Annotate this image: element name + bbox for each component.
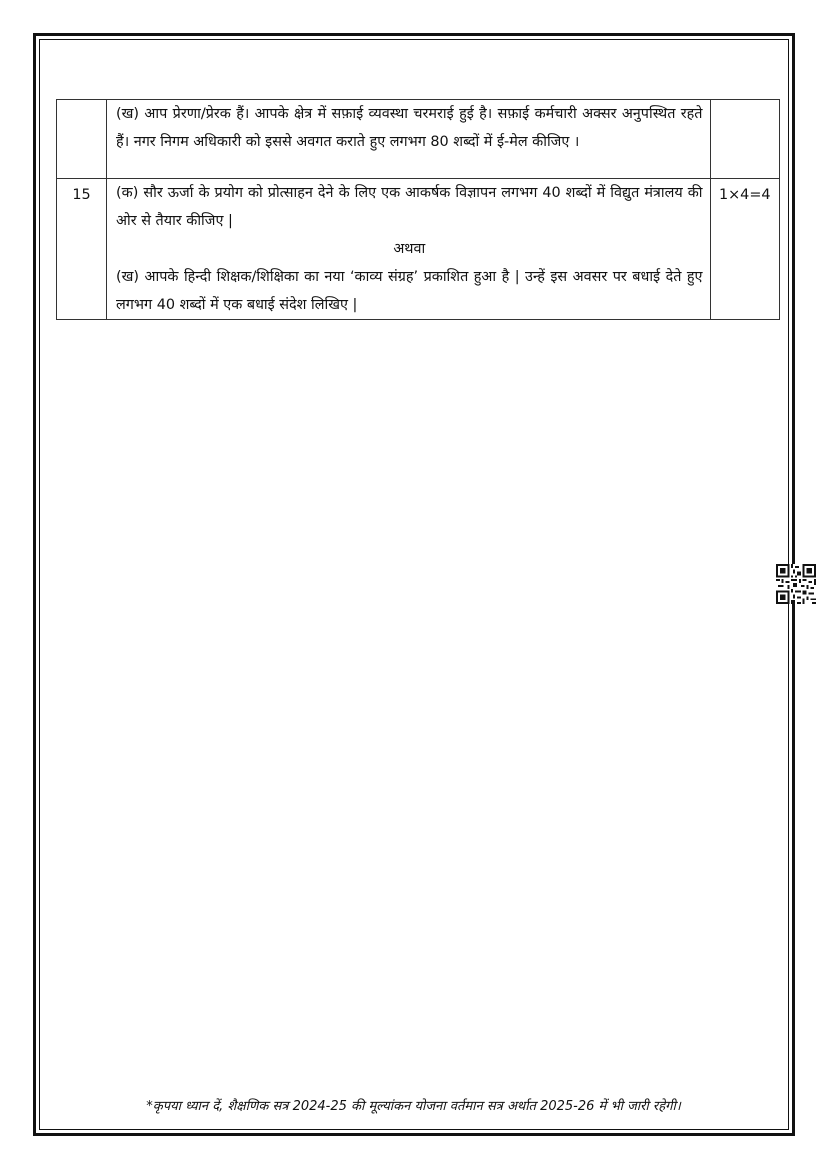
table-row — [57, 179, 780, 320]
question-text — [107, 179, 710, 320]
table-row — [57, 100, 780, 179]
qr-code-icon — [776, 564, 816, 604]
question-text — [107, 100, 710, 179]
question-number — [57, 100, 107, 179]
or-label: अथवा — [393, 241, 426, 257]
question-number: 15 — [57, 179, 107, 320]
question-option-b: (ख) आपके हिन्दी शिक्षक/शिक्षिका का नया ‘काव्य संग्रह’ प्रकाशित हुआ है | उन्हें इस अवसर पर बधाई देते हुए लगभग 40 शब्दों में एक बधाई संदेश लिखिए | — [116, 269, 703, 313]
question-table — [56, 99, 780, 320]
question-option-b: (ख) आप प्रेरणा/प्रेरक हैं। आपके क्षेत्र में सफ़ाई व्यवस्था चरमराई हुई है। सफ़ाई कर्मचारी अक्सर अनुपस्थित रहते हैं। नगर निगम अधिकारी को इससे अवगत कराते हुए लगभग 80 शब्दों में ई-मेल कीजिए । — [116, 106, 703, 150]
question-marks: 1×4=4 — [710, 179, 779, 320]
question-marks — [710, 100, 779, 179]
question-option-a: (क) सौर ऊर्जा के प्रयोग को प्रोत्साहन देने के लिए एक आकर्षक विज्ञापन लगभग 40 शब्दों में विद्युत मंत्रालय की ओर से तैयार कीजिए | — [116, 185, 703, 229]
footer-note: *कृपया ध्यान दें, शैक्षणिक सत्र 2024-25 की मूल्यांकन योजना वर्तमान सत्र अर्थात 2025-26 में भी जारी रहेगी। — [146, 1099, 681, 1114]
